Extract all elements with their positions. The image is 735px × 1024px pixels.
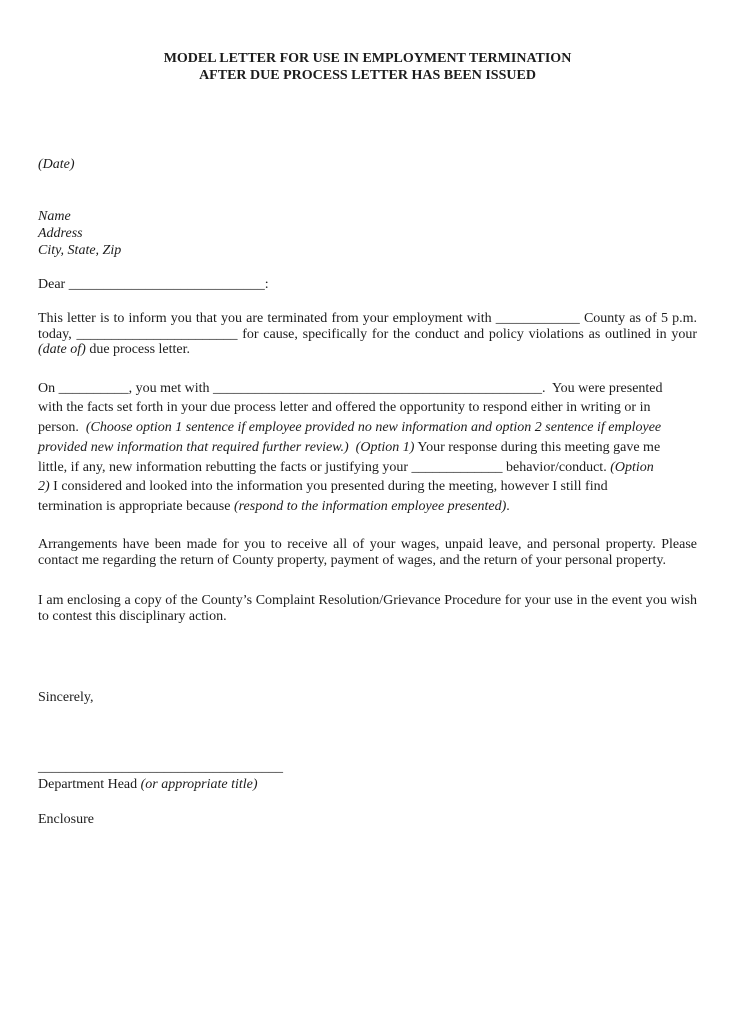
paragraph-wages-property: Arrangements have been made for you to receive all of your wages, unpaid leave, and personal property. Please contact me regarding the return of County property, payment of wages, and the return of your personal property. — [38, 537, 697, 568]
signature-title: Department Head (or appropriate title) — [38, 777, 258, 793]
salutation: Dear ____________________________: — [38, 277, 269, 292]
date-placeholder: (Date) — [38, 157, 75, 172]
recipient-address: Address — [38, 226, 83, 241]
paragraph-grievance-procedure: I am enclosing a copy of the County’s Complaint Resolution/Grievance Procedure for your use in the event you wish to contest this disciplinary action. — [38, 593, 697, 624]
signature-line: ___________________________________ — [38, 760, 283, 776]
enclosure-note: Enclosure — [38, 812, 94, 828]
paragraph-meeting-response: On __________, you met with _______________________________________________. You were presented with the facts set forth in your due process letter and offered the opportunity to respond either in writing or in person. (Choose option 1 sentence if employee provided no new information and option 2 sentence if employee provided new information that required further review.) (Option 1) Your response during this meeting gave me little, if any, new information rebutting the facts or justifying your _____________ behavior/conduct. (Option 2) I considered and looked into the information you presented during the meeting, however I still find termination is appropriate because (respond to the information employee presented). — [38, 380, 663, 515]
recipient-city-state-zip: City, State, Zip — [38, 243, 122, 258]
letter-title-line2: AFTER DUE PROCESS LETTER HAS BEEN ISSUED — [199, 68, 536, 83]
recipient-name: Name — [38, 209, 71, 224]
closing-sincerely: Sincerely, — [38, 690, 94, 706]
letter-title — [38, 50, 697, 84]
paragraph-termination-notice: This letter is to inform you that you are terminated from your employment with ____________ County as of 5 p.m. today, _______________________ for cause, specifically for the conduct and policy violations as outlined in your (date of) due process letter. — [38, 311, 697, 357]
letter-title-line1: MODEL LETTER FOR USE IN EMPLOYMENT TERMINATION — [163, 51, 572, 66]
recipient-block — [38, 208, 697, 259]
